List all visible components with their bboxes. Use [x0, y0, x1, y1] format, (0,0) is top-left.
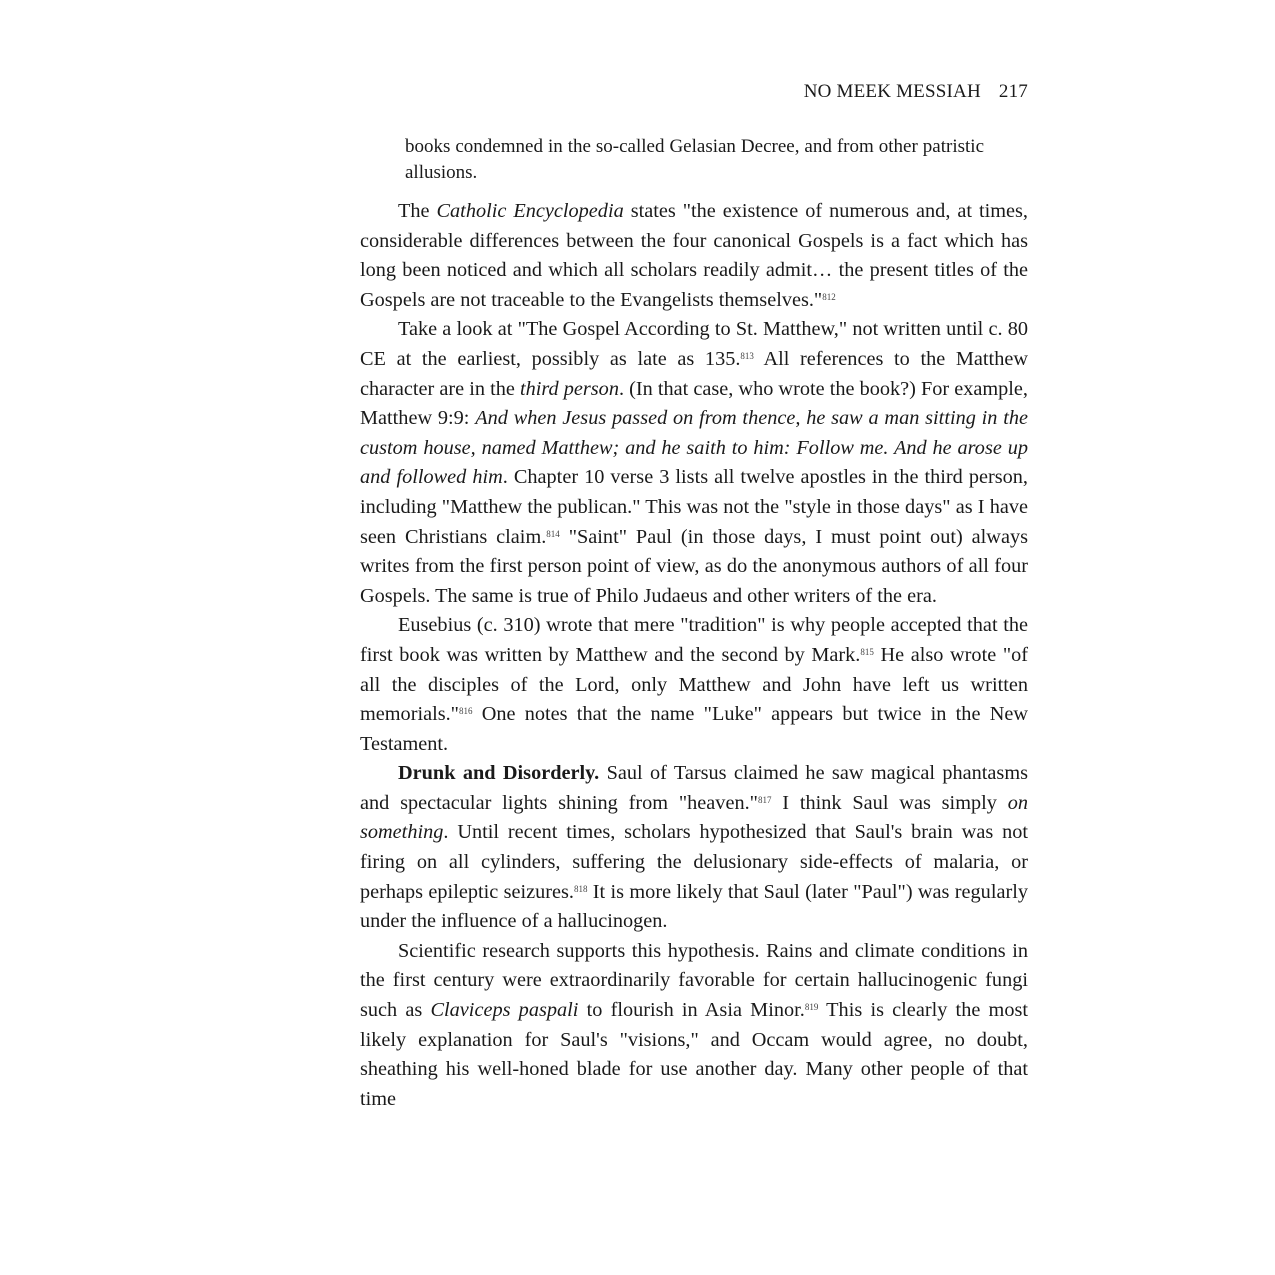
- text-run: . Chapter 10 verse 3 lists all twelve apostles in the third person, including "Matthew the publican." This was not the "style in those days" as I have seen Christians claim.: [360, 466, 1028, 548]
- text-run: . (In that case, who wrote the book?) For example, Matthew 9:9:: [360, 377, 1029, 430]
- text-run: One notes that the name "Luke" appears but twice in the New Testament.: [360, 703, 1028, 755]
- text-run: to flourish in Asia Minor.: [578, 999, 805, 1022]
- block-quote: books condemned in the so-called Gelasian Decree, and from other patristic allusions.: [405, 136, 984, 183]
- text-run: All references to the Matthew character are in the: [360, 347, 1028, 400]
- footnote-ref: 815: [860, 646, 874, 657]
- footnote-ref: 817: [757, 794, 772, 805]
- paragraph-eusebius: [360, 611, 1028, 759]
- paragraph-scientific-research: [360, 937, 1028, 1115]
- page-number: 217: [998, 81, 1028, 102]
- italic-title: Catholic Encyclopedia: [436, 200, 624, 222]
- running-title: NO MEEK MESSIAH: [803, 81, 981, 102]
- italic-phrase: on something: [360, 791, 1029, 844]
- text-run: "Saint" Paul (in those days, I must point out) always writes from the first person point of view, as do the anonymous authors of all four Gospels. The same is true of Philo Judaeus and other writers of the era.: [360, 525, 1028, 607]
- text-run: Take a look at "The Gospel According to St. Matthew," not written until c. 80 CE at the earliest, possibly as late as 135.: [360, 318, 1028, 370]
- italic-species-name: Claviceps paspali: [430, 999, 579, 1022]
- text-run: He also wrote "of all the disciples of the Lord, only Matthew and John have left us written memorials.": [360, 643, 1028, 726]
- text-run: This is clearly the most likely explanation for Saul's "visions," and Occam would agree, no doubt, sheathing his well-honed blade for use another day. Many other people of that time: [360, 999, 1028, 1110]
- paragraph-gospel-matthew: [360, 315, 1028, 611]
- italic-phrase: third person: [519, 377, 619, 400]
- text-run: . Until recent times, scholars hypothesized that Saul's brain was not firing on all cylinders, suffering the delusionary side-effects of malaria, or perhaps epileptic seizures.: [360, 821, 1028, 903]
- text-run: states "the existence of numerous and, at times, considerable differences between the four canonical Gospels is a fact which has long been noticed and which all scholars readily admit… the present titles of the Gospels are not traceable to the Evangelists themselves.": [360, 200, 1028, 311]
- footnote-ref: 812: [822, 291, 836, 302]
- footnote-ref: 813: [740, 350, 754, 361]
- text-run: The: [398, 200, 437, 222]
- footnote-ref: 819: [804, 1002, 819, 1013]
- text-run: Saul of Tarsus claimed he saw magical phantasms and spectacular lights shining from "heaven.": [360, 762, 1028, 814]
- running-header: [360, 78, 1028, 106]
- book-page: [360, 78, 1028, 1114]
- italic-scripture-quote: And when Jesus passed on from thence, he saw a man sitting in the custom house, named Matthew; and he saith to him: Follow me. And he arose up and followed him: [360, 407, 1028, 489]
- section-run-in-heading: Drunk and Disorderly.: [398, 762, 600, 785]
- body-text: [360, 197, 1028, 1114]
- text-run: Scientific research supports this hypothesis. Rains and climate conditions in the first century were extraordinarily favorable for certain hallucinogenic fungi such as: [360, 939, 1028, 1022]
- footnote-ref: 816: [458, 706, 473, 717]
- text-run: It is more likely that Saul (later "Paul") was regularly under the influence of a hallucinogen.: [360, 880, 1028, 933]
- text-run: Eusebius (c. 310) wrote that mere "tradition" is why people accepted that the first book was written by Matthew and the second by Mark.: [360, 614, 1028, 666]
- text-run: I think Saul was simply: [771, 791, 1008, 814]
- paragraph-catholic-encyclopedia: [360, 197, 1028, 315]
- footnote-ref: 814: [546, 528, 560, 539]
- footnote-ref: 818: [573, 883, 588, 894]
- paragraph-drunk-disorderly: [360, 759, 1028, 937]
